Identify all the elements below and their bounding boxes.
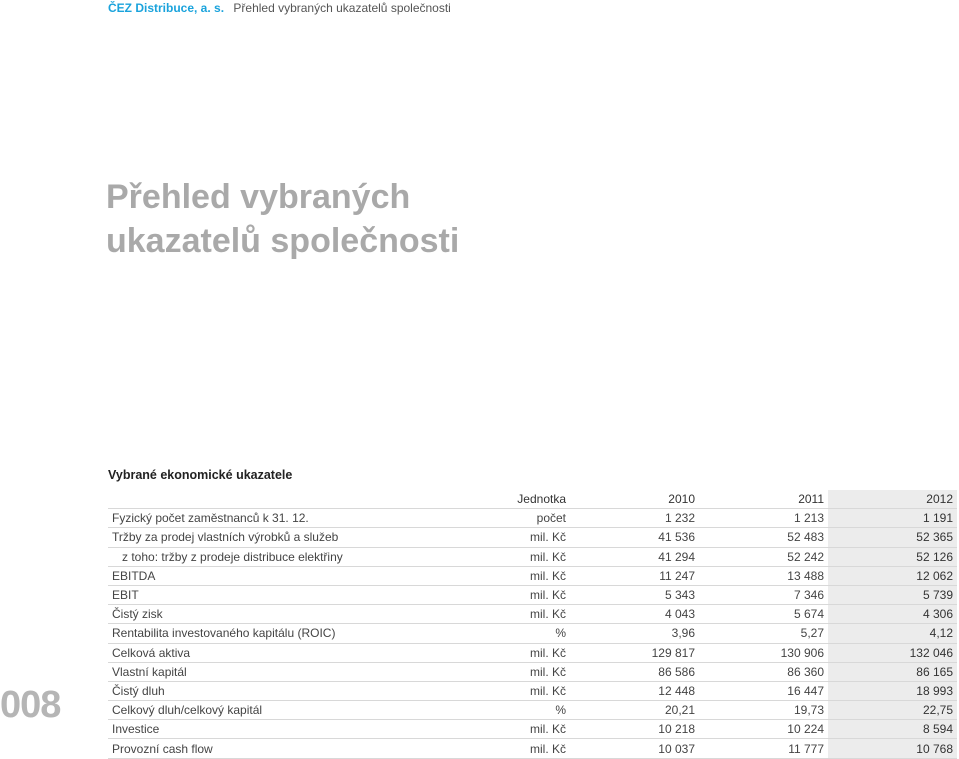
- value-2010: 20,21: [570, 701, 699, 720]
- indicator-name: Celkový dluh/celkový kapitál: [108, 701, 428, 720]
- value-2012: 86 165: [828, 662, 957, 681]
- unit-cell: mil. Kč: [428, 605, 570, 624]
- page-number: 008: [0, 684, 61, 726]
- indicators-table: [108, 490, 957, 759]
- value-2010: 10 037: [570, 739, 699, 758]
- indicator-name: Fyzický počet zaměstnanců k 31. 12.: [108, 509, 428, 528]
- value-2011: 130 906: [699, 643, 828, 662]
- value-2012: 52 126: [828, 547, 957, 566]
- unit-cell: mil. Kč: [428, 681, 570, 700]
- value-2012: 22,75: [828, 701, 957, 720]
- indicator-name: Provozní cash flow: [108, 739, 428, 758]
- indicator-name: Investice: [108, 720, 428, 739]
- unit-cell: %: [428, 624, 570, 643]
- page-title-line-1: Přehled vybraných: [106, 178, 411, 216]
- table-row: [108, 739, 957, 758]
- table-row: [108, 605, 957, 624]
- table-caption: Vybrané ekonomické ukazatele: [108, 468, 293, 482]
- indicator-name: EBITDA: [108, 566, 428, 585]
- column-header-unit: Jednotka: [428, 490, 570, 509]
- column-header-2011: 2011: [699, 490, 828, 509]
- indicator-name: z toho: tržby z prodeje distribuce elektřiny: [108, 547, 428, 566]
- value-2010: 12 448: [570, 681, 699, 700]
- value-2012: 52 365: [828, 528, 957, 547]
- unit-cell: mil. Kč: [428, 739, 570, 758]
- unit-cell: mil. Kč: [428, 566, 570, 585]
- value-2011: 16 447: [699, 681, 828, 700]
- table-row: [108, 509, 957, 528]
- unit-cell: mil. Kč: [428, 662, 570, 681]
- indicator-name: Čistý dluh: [108, 681, 428, 700]
- column-header-2010: 2010: [570, 490, 699, 509]
- value-2012: 5 739: [828, 585, 957, 604]
- table-row: [108, 528, 957, 547]
- page-title-line-2: ukazatelů společnosti: [106, 222, 460, 260]
- unit-cell: mil. Kč: [428, 643, 570, 662]
- value-2011: 52 242: [699, 547, 828, 566]
- value-2011: 10 224: [699, 720, 828, 739]
- indicator-name: Celková aktiva: [108, 643, 428, 662]
- table-header-row: [108, 490, 957, 509]
- value-2012: 8 594: [828, 720, 957, 739]
- table-row: [108, 681, 957, 700]
- value-2010: 3,96: [570, 624, 699, 643]
- table-row: [108, 566, 957, 585]
- unit-cell: mil. Kč: [428, 547, 570, 566]
- value-2011: 5,27: [699, 624, 828, 643]
- value-2010: 86 586: [570, 662, 699, 681]
- indicator-name: Čistý zisk: [108, 605, 428, 624]
- column-header-indicator: [108, 490, 428, 509]
- value-2010: 10 218: [570, 720, 699, 739]
- table-row: [108, 585, 957, 604]
- unit-cell: mil. Kč: [428, 585, 570, 604]
- value-2012: 4 306: [828, 605, 957, 624]
- indicator-name: Vlastní kapitál: [108, 662, 428, 681]
- unit-cell: mil. Kč: [428, 528, 570, 547]
- unit-cell: mil. Kč: [428, 720, 570, 739]
- value-2011: 13 488: [699, 566, 828, 585]
- value-2011: 5 674: [699, 605, 828, 624]
- indicator-name: Rentabilita investovaného kapitálu (ROIC): [108, 624, 428, 643]
- value-2010: 11 247: [570, 566, 699, 585]
- company-name: ČEZ Distribuce, a. s.: [108, 1, 225, 15]
- indicator-name: Tržby za prodej vlastních výrobků a služeb: [108, 528, 428, 547]
- value-2012: 12 062: [828, 566, 957, 585]
- indicator-name: EBIT: [108, 585, 428, 604]
- running-header: [108, 1, 451, 15]
- value-2011: 11 777: [699, 739, 828, 758]
- value-2011: 19,73: [699, 701, 828, 720]
- unit-cell: %: [428, 701, 570, 720]
- value-2010: 41 294: [570, 547, 699, 566]
- table-row: [108, 701, 957, 720]
- column-header-2012: 2012: [828, 490, 957, 509]
- value-2012: 132 046: [828, 643, 957, 662]
- table-row: [108, 624, 957, 643]
- value-2012: 18 993: [828, 681, 957, 700]
- value-2012: 4,12: [828, 624, 957, 643]
- value-2011: 7 346: [699, 585, 828, 604]
- value-2012: 1 191: [828, 509, 957, 528]
- table-row: [108, 720, 957, 739]
- value-2010: 4 043: [570, 605, 699, 624]
- section-name: Přehled vybraných ukazatelů společnosti: [233, 1, 451, 15]
- page-title: [106, 175, 459, 263]
- value-2011: 52 483: [699, 528, 828, 547]
- value-2010: 41 536: [570, 528, 699, 547]
- table-row: [108, 547, 957, 566]
- value-2011: 1 213: [699, 509, 828, 528]
- value-2012: 10 768: [828, 739, 957, 758]
- value-2010: 1 232: [570, 509, 699, 528]
- table-row: [108, 662, 957, 681]
- unit-cell: počet: [428, 509, 570, 528]
- value-2010: 129 817: [570, 643, 699, 662]
- value-2010: 5 343: [570, 585, 699, 604]
- value-2011: 86 360: [699, 662, 828, 681]
- table-body: [108, 509, 957, 758]
- table-row: [108, 643, 957, 662]
